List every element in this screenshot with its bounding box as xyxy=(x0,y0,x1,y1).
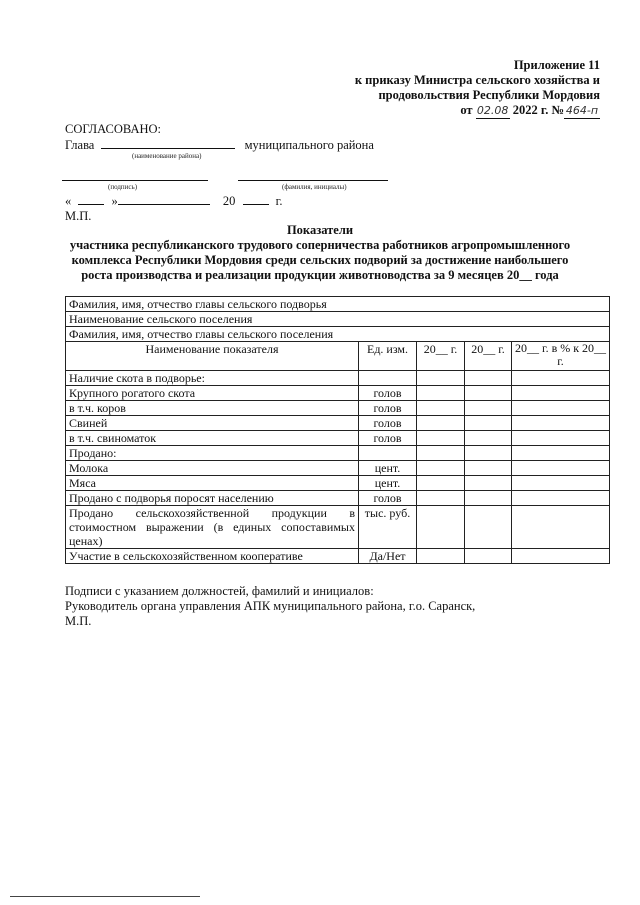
row-value-year-2 xyxy=(465,431,512,446)
info-row xyxy=(66,312,610,327)
info-row xyxy=(66,327,610,342)
header-year-2: 20__ г. xyxy=(465,342,512,371)
row-name: Продано: xyxy=(66,446,359,461)
row-value-percent xyxy=(512,431,610,446)
district-caption: (наименование района) xyxy=(132,152,202,160)
row-value-percent xyxy=(512,416,610,431)
row-name: в т.ч. коров xyxy=(66,401,359,416)
row-unit xyxy=(359,371,417,386)
table-row xyxy=(66,549,610,564)
row-unit: голов xyxy=(359,386,417,401)
row-value-percent xyxy=(512,506,610,549)
month-blank xyxy=(118,193,210,205)
row-value-year-2 xyxy=(465,401,512,416)
quote-close: » xyxy=(111,194,118,208)
row-value-year-2 xyxy=(465,461,512,476)
footer-block xyxy=(65,584,475,629)
row-value-percent xyxy=(512,461,610,476)
row-name: Продано сельскохозяйственной продукции в стоимостном выражении (в единых сопоставимых ценах) xyxy=(66,506,359,549)
row-value-year-2 xyxy=(465,386,512,401)
row-value-year-1 xyxy=(417,416,465,431)
row-value-percent xyxy=(512,446,610,461)
row-unit: цент. xyxy=(359,461,417,476)
row-value-year-2 xyxy=(465,549,512,564)
header-row xyxy=(66,342,610,371)
date-fill-line xyxy=(65,193,282,209)
table-row xyxy=(66,491,610,506)
row-unit: голов xyxy=(359,401,417,416)
row-value-year-2 xyxy=(465,476,512,491)
row-value-year-2 xyxy=(465,491,512,506)
quote-open: « xyxy=(65,194,72,208)
row-value-year-1 xyxy=(417,476,465,491)
year-blank xyxy=(243,193,269,205)
row-name: в т.ч. свиноматок xyxy=(66,431,359,446)
table-row xyxy=(66,461,610,476)
table-row xyxy=(66,446,610,461)
row-value-year-1 xyxy=(417,461,465,476)
name-caption: (фамилия, инициалы) xyxy=(282,183,347,191)
info-cell: Фамилия, имя, отчество главы сельского подворья xyxy=(66,297,610,312)
table-row xyxy=(66,476,610,491)
header-name: Наименование показателя xyxy=(66,342,359,371)
approval-heading: СОГЛАСОВАНО: xyxy=(65,122,162,136)
table-row xyxy=(66,371,610,386)
handwritten-number: 464-п xyxy=(565,104,599,117)
signature-line xyxy=(62,180,208,181)
row-value-year-1 xyxy=(417,431,465,446)
district-suffix: муниципального района xyxy=(244,138,374,152)
row-name: Свиней xyxy=(66,416,359,431)
row-name: Участие в сельскохозяйственном кооперативе xyxy=(66,549,359,564)
row-value-year-2 xyxy=(465,416,512,431)
signature-caption: (подпись) xyxy=(108,183,138,191)
info-cell: Наименование сельского поселения xyxy=(66,312,610,327)
document-title xyxy=(0,223,640,283)
title-line-4: роста производства и реализации продукции животноводства за 9 месяцев 20__ года xyxy=(81,268,559,282)
row-unit: голов xyxy=(359,416,417,431)
title-line-1: Показатели xyxy=(286,223,354,237)
stamp-label: М.П. xyxy=(65,209,92,223)
footer-line-3: М.П. xyxy=(65,614,92,628)
row-value-year-2 xyxy=(465,371,512,386)
date-prefix: от xyxy=(460,103,473,117)
appendix-line-2: к приказу Министра сельского хозяйства и xyxy=(354,73,600,87)
name-line xyxy=(238,180,388,181)
row-value-year-2 xyxy=(465,446,512,461)
row-value-percent xyxy=(512,491,610,506)
row-unit xyxy=(359,446,417,461)
table-row xyxy=(66,416,610,431)
row-value-year-1 xyxy=(417,446,465,461)
head-label: Глава xyxy=(65,138,95,152)
indicators-table xyxy=(65,296,610,564)
table-row xyxy=(66,431,610,446)
row-value-percent xyxy=(512,371,610,386)
appendix-header xyxy=(355,58,600,119)
district-blank xyxy=(101,137,235,149)
row-name: Наличие скота в подворье: xyxy=(66,371,359,386)
row-value-percent xyxy=(512,549,610,564)
title-line-3: комплекса Республики Мордовия среди сельских подворий за достижение наибольшего xyxy=(71,253,569,267)
row-name: Мяса xyxy=(66,476,359,491)
title-line-2: участника республиканского трудового соперничества работников агропромышленного xyxy=(69,238,571,252)
row-unit: цент. xyxy=(359,476,417,491)
row-name: Продано с подворья поросят населению xyxy=(66,491,359,506)
date-suffix: 2022 г. № xyxy=(512,103,564,117)
row-value-percent xyxy=(512,476,610,491)
row-value-percent xyxy=(512,401,610,416)
row-value-percent xyxy=(512,386,610,401)
page-footer-rule xyxy=(10,896,200,897)
appendix-line-1: Приложение 11 xyxy=(513,58,600,72)
info-cell: Фамилия, имя, отчество главы сельского поселения xyxy=(66,327,610,342)
appendix-line-3: продовольствия Республики Мордовия xyxy=(378,88,600,102)
row-value-year-2 xyxy=(465,506,512,549)
row-value-year-1 xyxy=(417,371,465,386)
day-blank xyxy=(78,193,104,205)
row-unit: тыс. руб. xyxy=(359,506,417,549)
approval-head-line xyxy=(65,137,374,153)
year-prefix: 20 xyxy=(222,194,236,208)
row-value-year-1 xyxy=(417,386,465,401)
row-unit: голов xyxy=(359,491,417,506)
footer-line-2: Руководитель органа управления АПК муниципального района, г.о. Саранск, xyxy=(65,599,476,613)
row-value-year-1 xyxy=(417,491,465,506)
header-percent: 20__ г. в % к 20__ г. xyxy=(512,342,610,371)
row-value-year-1 xyxy=(417,549,465,564)
table-row xyxy=(66,386,610,401)
footer-line-1: Подписи с указанием должностей, фамилий и инициалов: xyxy=(65,584,374,598)
header-year-1: 20__ г. xyxy=(417,342,465,371)
row-unit: Да/Нет xyxy=(359,549,417,564)
row-unit: голов xyxy=(359,431,417,446)
table-row xyxy=(66,401,610,416)
table-row xyxy=(66,506,610,549)
row-name: Крупного рогатого скота xyxy=(66,386,359,401)
header-unit: Ед. изм. xyxy=(359,342,417,371)
year-suffix: г. xyxy=(275,194,283,208)
handwritten-date: 02.08 xyxy=(476,104,509,117)
row-value-year-1 xyxy=(417,506,465,549)
appendix-date-line xyxy=(355,103,600,119)
row-value-year-1 xyxy=(417,401,465,416)
info-row xyxy=(66,297,610,312)
row-name: Молока xyxy=(66,461,359,476)
